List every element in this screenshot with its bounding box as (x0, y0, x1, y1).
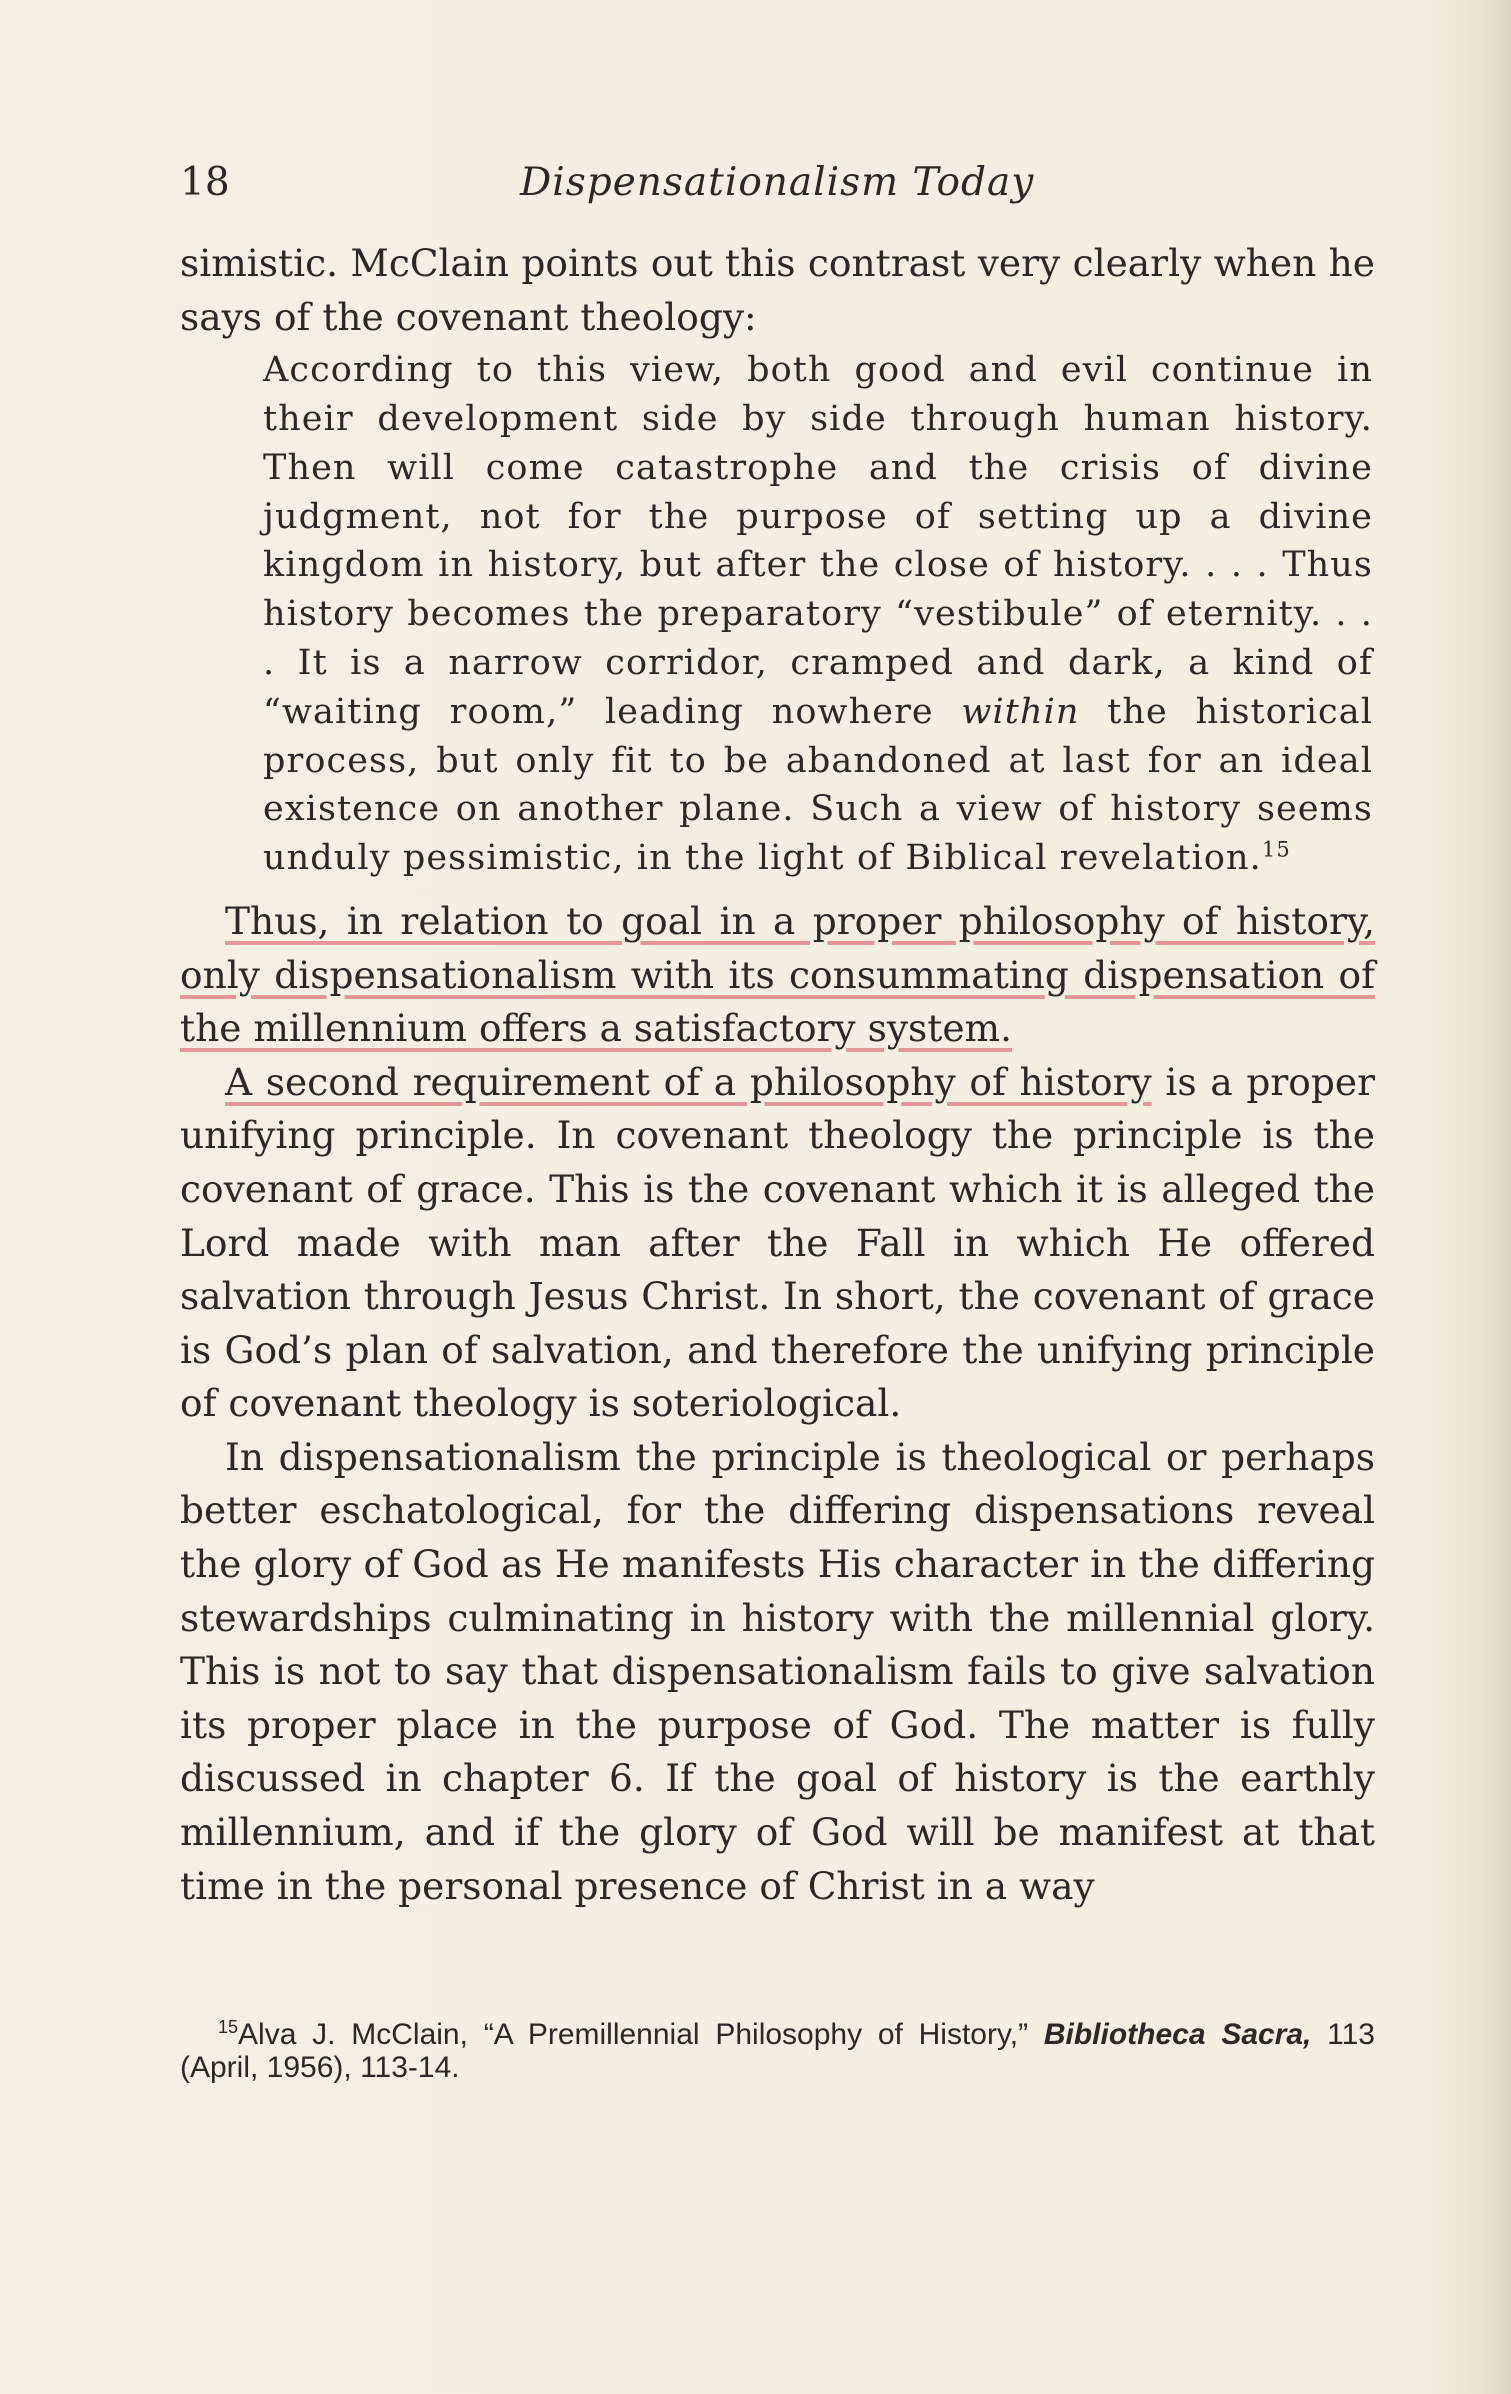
quote-text-part1: According to this view, both good and evil continue in their development side by side through human history. Then will come catastrophe and the crisis of divine judgment, not for the purpose of setting up a divine kingdom in history, but after the close of history. . . . Thus history becomes the preparatory “vestibule” of eternity. . . . It is a narrow corridor, cramped and dark, a kind of “waiting room,” leading nowhere (263, 350, 1373, 732)
quote-text-part2: the historical process, but only fit to be abandoned at last for an ideal existence on another plane. Such a view of history seems unduly pessimistic, in the light of Biblical revelation. (263, 691, 1373, 879)
page-header (180, 160, 1375, 220)
footnote-text-part1: Alva J. McClain, “A Premillennial Philosophy of History,” (238, 2018, 1044, 2051)
highlighted-passage: Thus, in relation to goal in a proper philosophy of history, only dispensationalism with its consummating dispensation of the millennium offers a satisfactory system. (180, 898, 1375, 1051)
paragraph-unifying-principle (180, 1056, 1375, 1431)
quote-emphasis: within (961, 691, 1080, 732)
highlighted-phrase: A second requirement of a philosophy of history (225, 1059, 1152, 1104)
page-number: 18 (180, 160, 230, 205)
footnotes (180, 2018, 1375, 2084)
footnote-15 (180, 2018, 1375, 2084)
running-title: Dispensationalism Today (520, 160, 1035, 205)
footnote-reference: 15 (1261, 837, 1291, 862)
footnote-number: 15 (218, 2017, 239, 2037)
footnote-journal: Bibliotheca Sacra, (1043, 2018, 1312, 2051)
paragraph-dispensationalism: In dispensationalism the principle is theological or perhaps better eschatological, for the differing dispensations reveal the glory of God as He manifests His character in the differing stewardships culminating in history with the millennial glory. This is not to say that dispensationalism fails to give salvation its proper place in the purpose of God. The matter is fully discussed in chapter 6. If the goal of history is the earthly millennium, and if the glory of God will be manifest at that time in the personal presence of Christ in a way (180, 1434, 1375, 1908)
paragraph-goal (180, 895, 1375, 1056)
footnote-text-part2: 113 (April, 1956), 113-14. (180, 2018, 1375, 2084)
paragraph-text: is a proper unifying principle. In covenant theology the principle is the covenant of grace. This is the covenant which it is alleged the Lord made with man after the Fall in which He offered salvation through Jesus Christ. In short, the covenant of grace is God’s plan of salvation, and therefore the unifying principle of covenant theology is soteriological. (180, 1059, 1375, 1426)
body-text (180, 237, 1375, 1913)
block-quote (263, 344, 1373, 895)
paragraph-continuation: simistic. McClain points out this contrast very clearly when he says of the covenant theology: (180, 241, 1375, 339)
